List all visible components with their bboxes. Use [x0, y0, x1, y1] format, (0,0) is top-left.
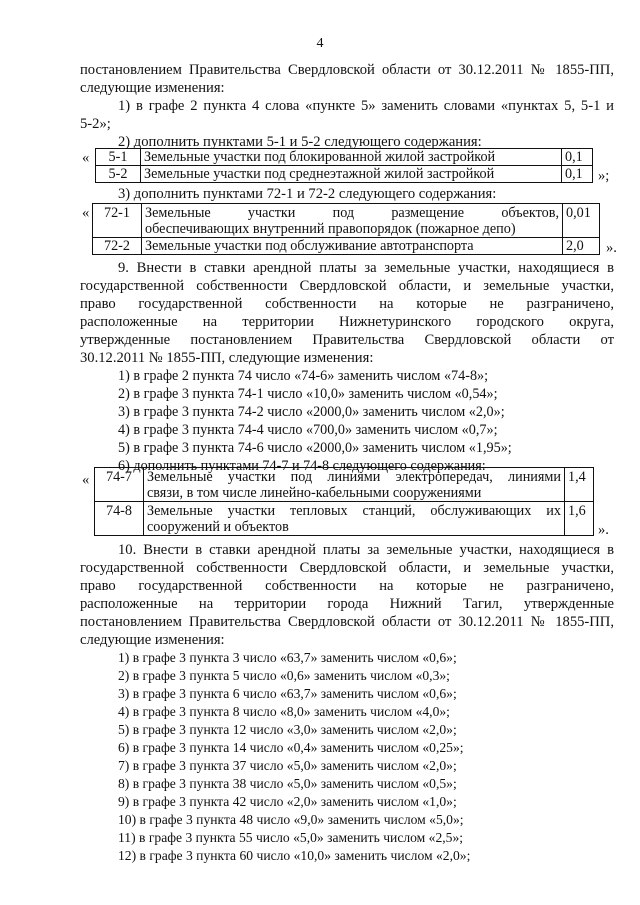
p10-item-1: 1) в графе 3 пункта 3 число «63,7» заменить числом «0,6»;: [118, 650, 457, 665]
p10-item-5: 5) в графе 3 пункта 12 число «3,0» заменить числом «2,0»;: [118, 722, 457, 737]
row-number: 72-2: [93, 238, 142, 255]
p9-line-3: право государственной собственности на которые не разграничено,: [80, 296, 614, 312]
p9-item-2: 2) в графе 3 пункта 74-1 число «10,0» заменить числом «0,54»;: [118, 386, 498, 402]
row-value: 2,0: [563, 238, 600, 255]
item-3: 3) дополнить пунктами 72-1 и 72-2 следующего содержания:: [118, 186, 497, 202]
p10-line-2: государственной собственности Свердловской области, и земельные участки,: [80, 560, 614, 576]
p10-item-9: 9) в графе 3 пункта 42 число «2,0» заменить числом «1,0»;: [118, 794, 457, 809]
p9-item-4: 4) в графе 3 пункта 74-4 число «700,0» заменить числом «0,7»;: [118, 422, 498, 438]
table2-close-mark: ».: [606, 240, 617, 256]
row-name: [142, 204, 563, 238]
row-number: 72-1: [93, 204, 142, 238]
table-72-1-72-2: [92, 203, 600, 255]
row-name-line-2: связи, в том числе линейно-кабельными сооружениями: [147, 485, 482, 501]
p9-line-5: утвержденные постановлением Правительства Свердловской области от: [80, 332, 614, 348]
row-value: 0,1: [562, 149, 593, 166]
p10-item-3: 3) в графе 3 пункта 6 число «63,7» заменить числом «0,6»;: [118, 686, 457, 701]
table3-open-quote: «: [82, 472, 90, 488]
table-5-1-5-2: [95, 148, 593, 183]
intro-item-2: 2) дополнить пунктами 5-1 и 5-2 следующего содержания:: [118, 134, 482, 150]
row-name: [144, 502, 565, 536]
table-row: [95, 502, 594, 536]
table-row: [95, 468, 594, 502]
row-number: 74-7: [95, 468, 144, 502]
intro-line-1: постановлением Правительства Свердловской области от 30.12.2011 № 1855-ПП,: [80, 62, 614, 78]
p9-line-4: расположенные на территории Нижнетуринского городского округа,: [80, 314, 614, 330]
row-name-line-1: Земельные участки под линиями электропередач, линиями: [147, 469, 561, 485]
row-number: 74-8: [95, 502, 144, 536]
p9-line-6: 30.12.2011 № 1855-ПП, следующие изменения:: [80, 350, 374, 366]
p9-line-2: государственной собственности Свердловской области, и земельные участки,: [80, 278, 614, 294]
p10-item-10: 10) в графе 3 пункта 48 число «9,0» заменить числом «5,0»;: [118, 812, 464, 827]
table-74-7-74-8: [94, 467, 594, 536]
row-name: Земельные участки под обслуживание автотранспорта: [142, 238, 563, 255]
table1-close-mark: »;: [598, 168, 610, 184]
p9-item-5: 5) в графе 3 пункта 74-6 число «2000,0» заменить числом «1,95»;: [118, 440, 512, 456]
p10-line-4: расположенные на территории города Нижний Тагил, утвержденные: [80, 596, 614, 612]
row-name-line-2: обеспечивающих внутренний правопорядок (пожарное депо): [145, 221, 516, 237]
row-name: [144, 468, 565, 502]
row-value: 1,4: [565, 468, 594, 502]
p9-item-1: 1) в графе 2 пункта 74 число «74-6» заменить числом «74-8»;: [118, 368, 489, 384]
p10-item-11: 11) в графе 3 пункта 55 число «5,0» заменить числом «2,5»;: [118, 830, 464, 845]
p10-item-7: 7) в графе 3 пункта 37 число «5,0» заменить числом «2,0»;: [118, 758, 457, 773]
table-row: [93, 238, 600, 255]
table-row: [96, 166, 593, 183]
row-value: 1,6: [565, 502, 594, 536]
row-number: 5-2: [96, 166, 141, 183]
row-number: 5-1: [96, 149, 141, 166]
row-name-line-2: сооружений и объектов: [147, 519, 289, 535]
p10-line-3: право государственной собственности на которые не разграничено,: [80, 578, 614, 594]
table-row: [93, 204, 600, 238]
p10-line-5: постановлением Правительства Свердловской области от 30.12.2011 № 1855-ПП,: [80, 614, 614, 630]
table2-open-quote: «: [82, 205, 90, 221]
p10-item-6: 6) в графе 3 пункта 14 число «0,4» заменить числом «0,25»;: [118, 740, 464, 755]
row-name: Земельные участки под среднеэтажной жилой застройкой: [141, 166, 562, 183]
intro-line-2: следующие изменения:: [80, 80, 225, 96]
p10-item-8: 8) в графе 3 пункта 38 число «5,0» заменить числом «0,5»;: [118, 776, 457, 791]
p9-line-1: 9. Внести в ставки арендной платы за земельные участки, находящиеся в: [118, 260, 614, 276]
row-name-line-1: Земельные участки под размещение объектов,: [145, 205, 559, 221]
row-value: 0,01: [563, 204, 600, 238]
table3-close-mark: ».: [598, 522, 609, 538]
intro-item-1-cont: 5-2»;: [80, 116, 111, 132]
intro-item-1: 1) в графе 2 пункта 4 слова «пункте 5» заменить словами «пунктах 5, 5-1 и: [118, 98, 614, 114]
p10-line-6: следующие изменения:: [80, 632, 225, 648]
p10-item-4: 4) в графе 3 пункта 8 число «8,0» заменить числом «4,0»;: [118, 704, 450, 719]
p10-item-12: 12) в графе 3 пункта 60 число «10,0» заменить числом «2,0»;: [118, 848, 471, 863]
row-value: 0,1: [562, 166, 593, 183]
table-row: [96, 149, 593, 166]
table1-open-quote: «: [82, 150, 90, 166]
row-name-line-1: Земельные участки тепловых станций, обслуживающих их: [147, 503, 561, 519]
row-name: Земельные участки под блокированной жилой застройкой: [141, 149, 562, 166]
p10-line-1: 10. Внести в ставки арендной платы за земельные участки, находящиеся в: [118, 542, 614, 558]
p9-item-6: 6) дополнить пунктами 74-7 и 74-8 следующего содержания:: [118, 458, 486, 474]
p10-item-2: 2) в графе 3 пункта 5 число «0,6» заменить числом «0,3»;: [118, 668, 450, 683]
p9-item-3: 3) в графе 3 пункта 74-2 число «2000,0» заменить числом «2,0»;: [118, 404, 505, 420]
page-number: 4: [316, 36, 324, 51]
